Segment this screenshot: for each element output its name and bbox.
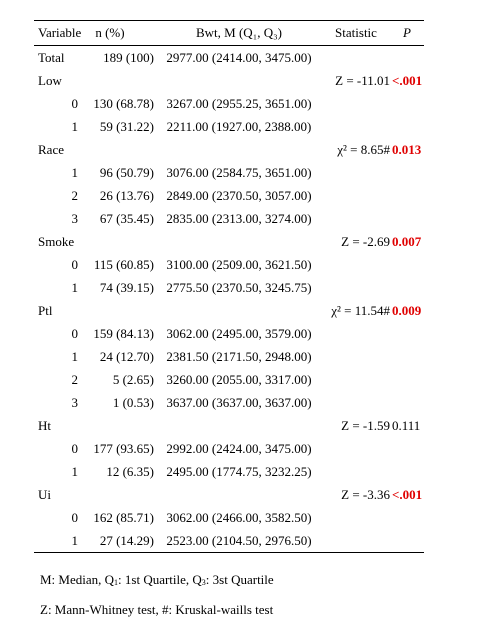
level-n: 24 (12.70) (99, 349, 154, 364)
variable-name: Low (38, 73, 62, 88)
level-label: 1 (71, 165, 78, 180)
level-label: 1 (71, 280, 78, 295)
statistic-value: Z = -11.01 (335, 73, 390, 88)
variable-name: Race (38, 142, 64, 157)
p-value: 0.013 (392, 142, 422, 157)
level-n: 130 (68.78) (93, 96, 154, 111)
level-row (34, 437, 424, 460)
level-n: 115 (60.85) (93, 257, 154, 272)
level-row (34, 506, 424, 529)
level-row (34, 529, 424, 553)
level-row (34, 207, 424, 230)
header-variable: Variable (38, 25, 82, 40)
variable-name: Smoke (38, 234, 75, 249)
p-value: 0.009 (392, 303, 422, 318)
footnote-quartiles: M: Median, $Q_1$: 1st Quartile, $Q_3$: 3st Quartile (40, 572, 274, 587)
level-row (34, 322, 424, 345)
level-row (34, 345, 424, 368)
level-row (34, 184, 424, 207)
level-label: 1 (34, 529, 84, 553)
header-n: n (%) (95, 25, 125, 40)
header-p: P (390, 21, 424, 46)
table-body (34, 46, 424, 553)
level-bwt: 2495.00 (1774.75, 3232.25) (166, 464, 312, 479)
level-row (34, 391, 424, 414)
statistic-value: χ² = 11.54# (331, 303, 390, 318)
p-value: <.001 (392, 73, 423, 88)
level-label: 0 (71, 326, 78, 341)
variable-row-ui (34, 483, 424, 506)
level-label: 1 (71, 464, 78, 479)
level-row (34, 460, 424, 483)
level-bwt: 3100.00 (2509.00, 3621.50) (166, 257, 312, 272)
level-n: 96 (50.79) (99, 165, 154, 180)
table-header-row (34, 21, 424, 46)
level-row (34, 92, 424, 115)
level-bwt: 2381.50 (2171.50, 2948.00) (166, 349, 312, 364)
statistic-value: χ² = 8.65# (337, 142, 390, 157)
level-row (34, 161, 424, 184)
level-bwt: 2849.00 (2370.50, 3057.00) (166, 188, 312, 203)
level-n: 74 (39.15) (99, 280, 154, 295)
variable-row-ptl (34, 299, 424, 322)
level-label: 0 (71, 96, 78, 111)
level-n: 27 (14.29) (84, 529, 156, 553)
variable-row-ht (34, 414, 424, 437)
level-label: 0 (71, 257, 78, 272)
variable-name: Ht (38, 418, 51, 433)
stats-table-container (34, 20, 424, 625)
level-n: 162 (85.71) (93, 510, 154, 525)
variable-row-low (34, 69, 424, 92)
variable-name: Ui (38, 487, 51, 502)
variable-name: Ptl (38, 303, 53, 318)
total-n: 189 (100) (103, 50, 154, 65)
level-n: 5 (2.65) (112, 372, 154, 387)
level-row (34, 115, 424, 138)
p-value: 0.111 (392, 418, 421, 433)
level-bwt: 2835.00 (2313.00, 3274.00) (166, 211, 312, 226)
header-bwt: Bwt, M (Q₁, Q₃) (156, 21, 322, 46)
level-bwt: 2775.50 (2370.50, 3245.75) (166, 280, 312, 295)
level-n: 177 (93.65) (93, 441, 154, 456)
level-label: 1 (71, 349, 78, 364)
level-bwt: 3267.00 (2955.25, 3651.00) (166, 96, 312, 111)
p-value: 0.007 (392, 234, 422, 249)
level-row (34, 253, 424, 276)
level-label: 0 (71, 510, 78, 525)
level-bwt: 3260.00 (2055.00, 3317.00) (166, 372, 312, 387)
level-bwt: 2992.00 (2424.00, 3475.00) (166, 441, 312, 456)
statistic-value: Z = -2.69 (341, 234, 390, 249)
level-bwt: 3062.00 (2495.00, 3579.00) (166, 326, 312, 341)
level-n: 67 (35.45) (99, 211, 154, 226)
level-bwt: 3076.00 (2584.75, 3651.00) (166, 165, 312, 180)
level-n: 26 (13.76) (99, 188, 154, 203)
level-n: 159 (84.13) (93, 326, 154, 341)
total-label: Total (38, 50, 65, 65)
total-row (34, 46, 424, 70)
p-value: <.001 (392, 487, 423, 502)
level-bwt: 2211.00 (1927.00, 2388.00) (166, 119, 312, 134)
statistic-value: Z = -3.36 (341, 487, 390, 502)
footnote-tests: Z: Mann-Whitney test, #: Kruskal-waills test (40, 602, 274, 617)
level-row (34, 276, 424, 299)
level-bwt: 3637.00 (3637.00, 3637.00) (166, 395, 312, 410)
total-bwt: 2977.00 (2414.00, 3475.00) (166, 50, 312, 65)
level-label: 3 (71, 395, 78, 410)
level-row (34, 368, 424, 391)
header-variable-n (34, 21, 156, 46)
header-statistic: Statistic (322, 21, 390, 46)
statistic-value: Z = -1.59 (341, 418, 390, 433)
level-bwt: 3062.00 (2466.00, 3582.50) (166, 510, 312, 525)
level-label: 3 (71, 211, 78, 226)
level-n: 59 (31.22) (99, 119, 154, 134)
birthweight-stats-table (34, 20, 424, 553)
variable-row-smoke (34, 230, 424, 253)
level-label: 2 (71, 372, 78, 387)
variable-row-race (34, 138, 424, 161)
level-bwt: 2523.00 (2104.50, 2976.50) (156, 529, 322, 553)
level-n: 12 (6.35) (106, 464, 154, 479)
level-label: 1 (71, 119, 78, 134)
level-label: 0 (71, 441, 78, 456)
level-n: 1 (0.53) (112, 395, 154, 410)
table-notes (34, 565, 424, 625)
level-label: 2 (71, 188, 78, 203)
